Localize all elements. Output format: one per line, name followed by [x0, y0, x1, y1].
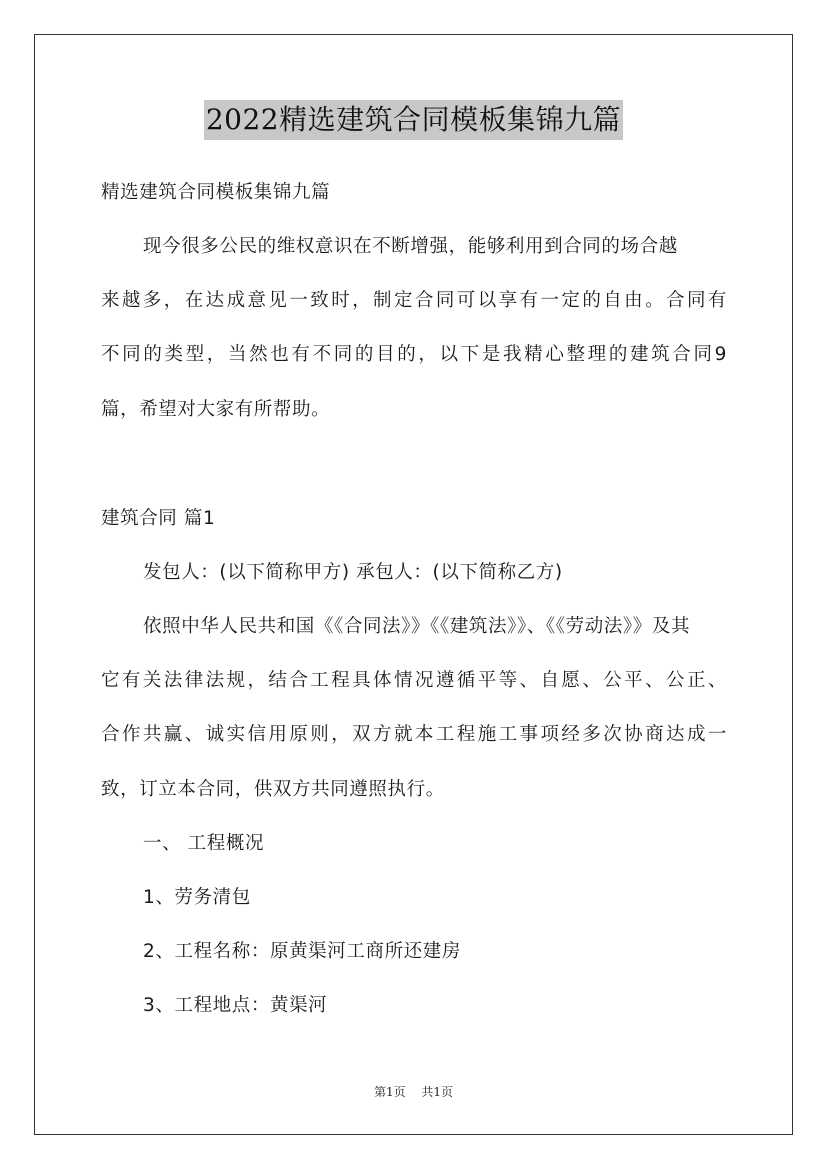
list-item: 2、工程名称：原黄渠河工商所还建房 — [143, 941, 461, 962]
basis-line: 致，订立本合同，供双方共同遵照执行。 — [101, 779, 445, 800]
parties-line: 发包人：(以下简称甲方) 承包人：(以下简称乙方) — [143, 562, 563, 583]
section-heading: 建筑合同 篇1 — [101, 508, 216, 529]
list-item: 3、工程地点：黄渠河 — [143, 995, 328, 1016]
page-number: 第1页 — [373, 1085, 406, 1099]
basis-line: 合作共赢、诚实信用原则，双方就本工程施工事项经多次协商达成一 — [101, 724, 727, 745]
clause-heading: 一、 工程概况 — [143, 833, 265, 854]
page-total: 共1页 — [421, 1085, 454, 1099]
basis-line: 它有关法律法规，结合工程具体情况遵循平等、自愿、公平、公正、 — [101, 670, 727, 691]
document-title — [0, 100, 827, 140]
intro-line: 来越多，在达成意见一致时，制定合同可以享有一定的自由。合同有 — [101, 290, 727, 311]
basis-line: 依照中华人民共和国《《合同法》》《《建筑法》》、《《劳动法》》及其 — [143, 616, 691, 637]
intro-line: 不同的类型，当然也有不同的目的，以下是我精心整理的建筑合同9 — [101, 344, 727, 365]
list-item: 1、劳务清包 — [143, 887, 251, 908]
intro-line: 篇，希望对大家有所帮助。 — [101, 399, 331, 420]
document-subtitle: 精选建筑合同模板集锦九篇 — [101, 182, 331, 203]
document-title-text: 2022精选建筑合同模板集锦九篇 — [204, 100, 623, 140]
intro-line: 现今很多公民的维权意识在不断增强，能够利用到合同的场合越 — [143, 236, 678, 257]
page-footer — [0, 1083, 827, 1100]
